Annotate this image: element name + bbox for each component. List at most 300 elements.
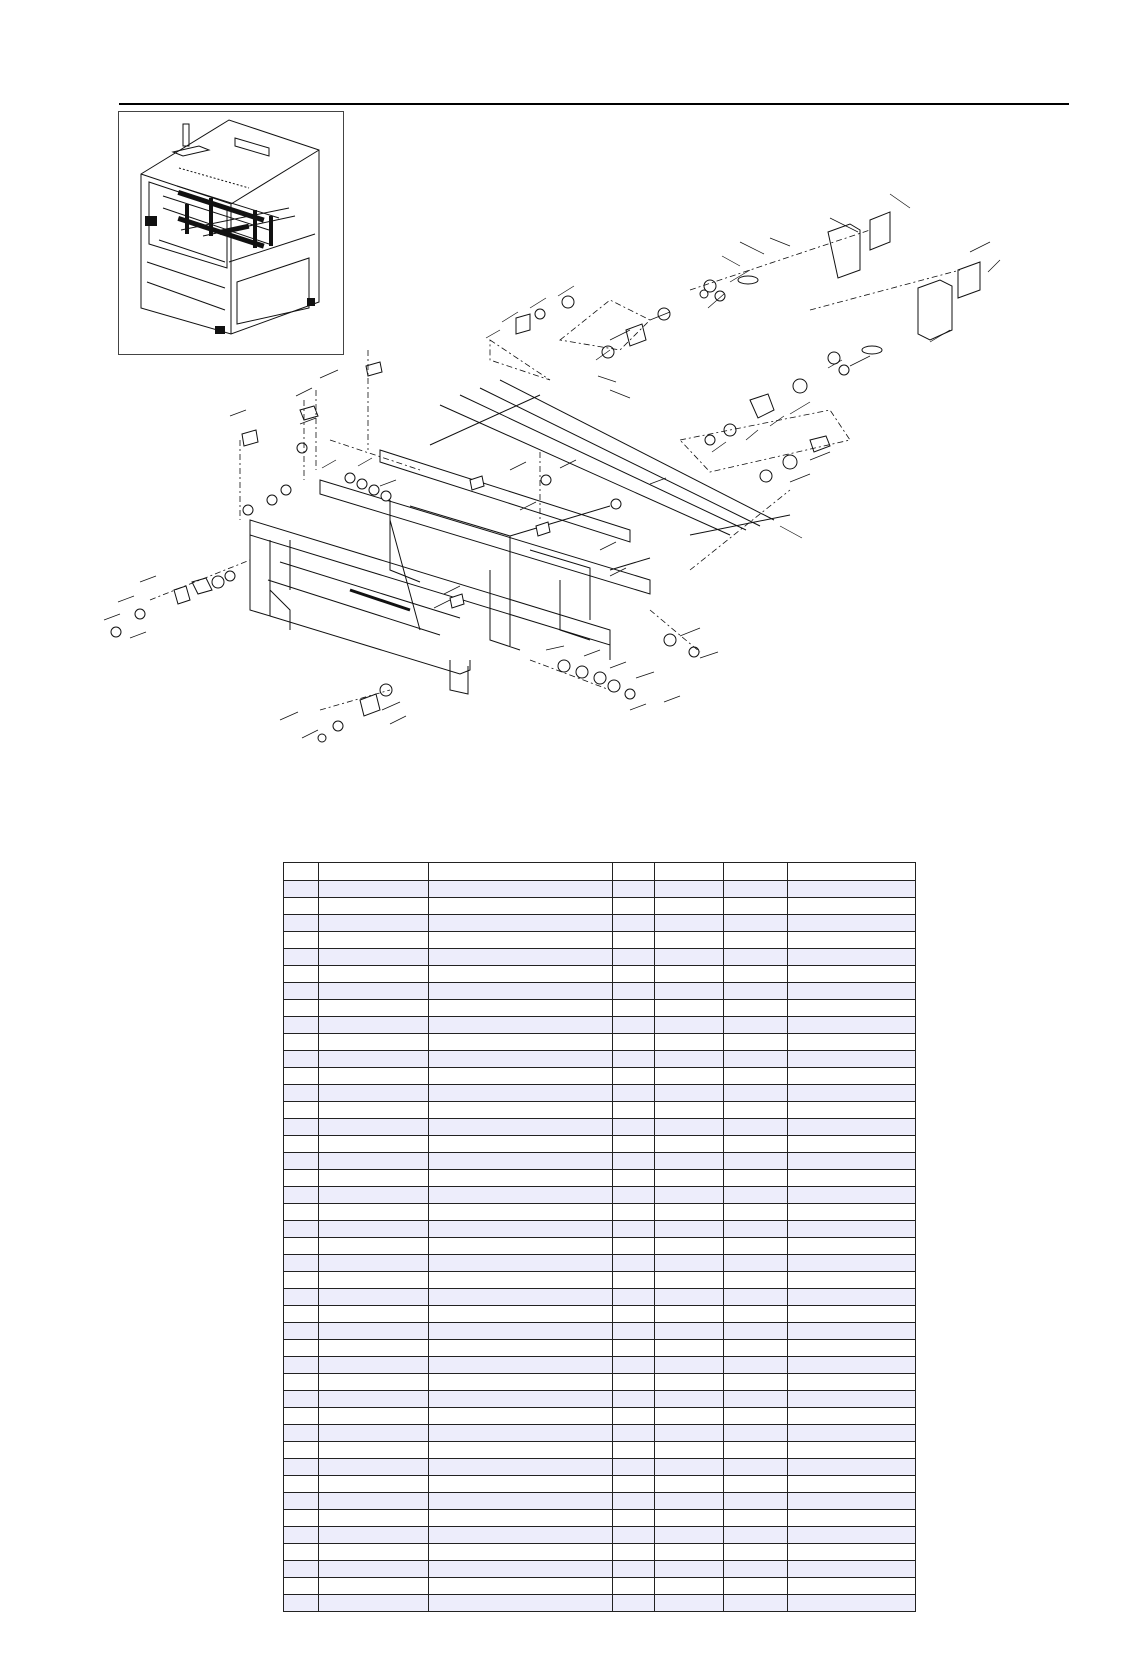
- table-cell: [319, 1187, 429, 1204]
- table-cell: [613, 1527, 655, 1544]
- table-cell: [655, 1272, 724, 1289]
- table-cell: [655, 1000, 724, 1017]
- callout-leader-line: [302, 730, 318, 738]
- table-cell: [429, 1357, 613, 1374]
- table-cell: [319, 1289, 429, 1306]
- callout-leader-line: [510, 462, 526, 470]
- table-cell: [613, 881, 655, 898]
- table-cell: [724, 1085, 788, 1102]
- table-cell: [724, 1221, 788, 1238]
- table-cell: [284, 863, 319, 881]
- table-cell: [788, 863, 916, 881]
- table-cell: [788, 966, 916, 983]
- callout-leader-line: [296, 388, 312, 396]
- table-cell: [724, 1034, 788, 1051]
- table-row: [284, 1425, 916, 1442]
- table-cell: [319, 1000, 429, 1017]
- table-cell: [284, 1357, 319, 1374]
- table-cell: [724, 1170, 788, 1187]
- table-cell: [284, 1034, 319, 1051]
- table-cell: [319, 1374, 429, 1391]
- table-cell: [319, 1255, 429, 1272]
- table-cell: [613, 1153, 655, 1170]
- table-cell: [655, 1153, 724, 1170]
- table-cell: [319, 1459, 429, 1476]
- table-cell: [284, 1136, 319, 1153]
- table-row: [284, 1493, 916, 1510]
- table-cell: [613, 1493, 655, 1510]
- table-cell: [724, 1238, 788, 1255]
- table-row: [284, 1595, 916, 1612]
- table-row: [284, 1170, 916, 1187]
- table-row: [284, 1306, 916, 1323]
- table-cell: [655, 983, 724, 1000]
- table-cell: [788, 1374, 916, 1391]
- table-cell: [284, 1238, 319, 1255]
- table-cell: [284, 1170, 319, 1187]
- table-cell: [319, 1595, 429, 1612]
- table-cell: [655, 1391, 724, 1408]
- table-cell: [284, 1068, 319, 1085]
- table-cell: [724, 1017, 788, 1034]
- table-cell: [788, 949, 916, 966]
- exploded-assembly-diagram: [90, 190, 1080, 810]
- table-cell: [613, 1085, 655, 1102]
- table-cell: [319, 863, 429, 881]
- table-cell: [655, 1510, 724, 1527]
- table-cell: [788, 1510, 916, 1527]
- table-cell: [724, 1408, 788, 1425]
- table-row: [284, 1289, 916, 1306]
- table-cell: [613, 949, 655, 966]
- table-cell: [655, 898, 724, 915]
- table-cell: [429, 1204, 613, 1221]
- table-cell: [613, 1000, 655, 1017]
- table-row: [284, 915, 916, 932]
- table-cell: [284, 1425, 319, 1442]
- table-cell: [613, 1340, 655, 1357]
- table-cell: [655, 1102, 724, 1119]
- table-cell: [724, 1272, 788, 1289]
- table-cell: [724, 1459, 788, 1476]
- table-cell: [724, 1527, 788, 1544]
- table-cell: [429, 863, 613, 881]
- table-cell: [788, 1170, 916, 1187]
- table-cell: [655, 1255, 724, 1272]
- table-cell: [319, 1085, 429, 1102]
- table-cell: [429, 1510, 613, 1527]
- callout-leader-line: [650, 478, 666, 484]
- table-cell: [284, 1561, 319, 1578]
- table-cell: [788, 1323, 916, 1340]
- table-cell: [429, 1102, 613, 1119]
- table-row: [284, 1017, 916, 1034]
- table-cell: [788, 1408, 916, 1425]
- table-cell: [284, 1153, 319, 1170]
- table-cell: [319, 898, 429, 915]
- table-cell: [613, 1544, 655, 1561]
- table-cell: [284, 1391, 319, 1408]
- table-cell: [788, 1272, 916, 1289]
- table-cell: [319, 1051, 429, 1068]
- table-cell: [613, 1306, 655, 1323]
- callout-leader-line: [600, 542, 616, 550]
- callout-leader-line: [746, 430, 758, 440]
- table-cell: [613, 1221, 655, 1238]
- table-cell: [655, 1527, 724, 1544]
- table-cell: [655, 1442, 724, 1459]
- table-cell: [319, 1544, 429, 1561]
- table-cell: [655, 1034, 724, 1051]
- table-row: [284, 983, 916, 1000]
- table-cell: [284, 1119, 319, 1136]
- table-cell: [724, 1289, 788, 1306]
- table-row: [284, 1000, 916, 1017]
- table-cell: [319, 1204, 429, 1221]
- table-cell: [319, 1272, 429, 1289]
- table-cell: [788, 915, 916, 932]
- table-cell: [284, 1187, 319, 1204]
- table-row: [284, 1561, 916, 1578]
- table-cell: [655, 1085, 724, 1102]
- table-row: [284, 1578, 916, 1595]
- table-cell: [284, 1204, 319, 1221]
- table-cell: [788, 1153, 916, 1170]
- table-cell: [724, 1391, 788, 1408]
- table-cell: [788, 932, 916, 949]
- table-cell: [788, 1051, 916, 1068]
- callout-leader-line: [546, 646, 564, 650]
- table-cell: [655, 1068, 724, 1085]
- table-cell: [788, 1289, 916, 1306]
- table-cell: [613, 1017, 655, 1034]
- table-cell: [319, 1102, 429, 1119]
- table-cell: [429, 1544, 613, 1561]
- table-cell: [319, 915, 429, 932]
- table-row: [284, 1238, 916, 1255]
- table-cell: [724, 1425, 788, 1442]
- callout-leader-line: [130, 632, 146, 638]
- table-cell: [429, 881, 613, 898]
- table-cell: [655, 932, 724, 949]
- table-cell: [429, 949, 613, 966]
- table-cell: [788, 1476, 916, 1493]
- table-cell: [788, 1425, 916, 1442]
- table-cell: [655, 1136, 724, 1153]
- table-cell: [319, 1221, 429, 1238]
- table-row: [284, 1510, 916, 1527]
- table-cell: [613, 1391, 655, 1408]
- table-row: [284, 1187, 916, 1204]
- table-row: [284, 1272, 916, 1289]
- header-rule: [119, 103, 1069, 105]
- table-cell: [284, 1017, 319, 1034]
- table-cell: [655, 1221, 724, 1238]
- table-cell: [284, 1323, 319, 1340]
- table-cell: [429, 1459, 613, 1476]
- table-cell: [429, 915, 613, 932]
- table-cell: [319, 1561, 429, 1578]
- table-cell: [613, 915, 655, 932]
- table-cell: [724, 1204, 788, 1221]
- table-row: [284, 966, 916, 983]
- table-cell: [284, 1289, 319, 1306]
- table-cell: [284, 1510, 319, 1527]
- callout-leader-line: [636, 672, 654, 678]
- table-cell: [724, 1306, 788, 1323]
- table-cell: [284, 1544, 319, 1561]
- table-row: [284, 1119, 916, 1136]
- table-cell: [724, 915, 788, 932]
- table-cell: [613, 1255, 655, 1272]
- table-cell: [284, 1221, 319, 1238]
- callout-leader-line: [664, 696, 680, 702]
- table-cell: [429, 1000, 613, 1017]
- table-cell: [613, 1408, 655, 1425]
- table-cell: [613, 1170, 655, 1187]
- table-cell: [429, 1170, 613, 1187]
- table-cell: [429, 1119, 613, 1136]
- table-cell: [284, 898, 319, 915]
- table-cell: [284, 1442, 319, 1459]
- table-cell: [319, 1017, 429, 1034]
- table-row: [284, 863, 916, 881]
- table-row: [284, 1476, 916, 1493]
- callout-leader-line: [380, 480, 396, 486]
- table-cell: [613, 1476, 655, 1493]
- table-cell: [284, 1306, 319, 1323]
- table-cell: [284, 983, 319, 1000]
- table-row: [284, 881, 916, 898]
- table-cell: [429, 1595, 613, 1612]
- table-row: [284, 1374, 916, 1391]
- table-cell: [613, 966, 655, 983]
- table-cell: [429, 1425, 613, 1442]
- table-cell: [284, 1595, 319, 1612]
- callout-leader-line: [444, 586, 460, 594]
- table-cell: [724, 932, 788, 949]
- table-cell: [284, 1493, 319, 1510]
- table-cell: [613, 1561, 655, 1578]
- table-cell: [655, 863, 724, 881]
- table-cell: [284, 1408, 319, 1425]
- table-cell: [655, 1306, 724, 1323]
- table-cell: [788, 898, 916, 915]
- callout-leader-line: [358, 458, 372, 466]
- table-cell: [429, 1068, 613, 1085]
- table-cell: [319, 1391, 429, 1408]
- table-cell: [319, 1153, 429, 1170]
- table-cell: [429, 1374, 613, 1391]
- table-cell: [284, 1374, 319, 1391]
- table-cell: [655, 1051, 724, 1068]
- table-cell: [284, 1340, 319, 1357]
- table-cell: [613, 1289, 655, 1306]
- table-cell: [429, 1136, 613, 1153]
- callout-leader-line: [610, 662, 626, 668]
- table-cell: [724, 1442, 788, 1459]
- table-cell: [655, 1459, 724, 1476]
- table-cell: [655, 1476, 724, 1493]
- table-cell: [724, 983, 788, 1000]
- table-cell: [429, 1255, 613, 1272]
- table-cell: [788, 1238, 916, 1255]
- table-cell: [319, 1578, 429, 1595]
- table-cell: [655, 1493, 724, 1510]
- table-cell: [613, 1357, 655, 1374]
- table-cell: [613, 1119, 655, 1136]
- table-cell: [724, 1102, 788, 1119]
- table-cell: [788, 1493, 916, 1510]
- callout-leader-line: [320, 370, 338, 378]
- table-cell: [429, 1476, 613, 1493]
- table-cell: [429, 1272, 613, 1289]
- table-cell: [655, 1374, 724, 1391]
- table-cell: [429, 898, 613, 915]
- conveyor-assembly-exploded-view-icon: [90, 190, 1080, 810]
- table-cell: [724, 1187, 788, 1204]
- table-cell: [724, 1374, 788, 1391]
- table-cell: [429, 1085, 613, 1102]
- callout-leader-line: [790, 402, 810, 414]
- table-cell: [724, 1340, 788, 1357]
- table-cell: [724, 949, 788, 966]
- table-cell: [319, 1136, 429, 1153]
- table-row: [284, 1034, 916, 1051]
- table-cell: [724, 1493, 788, 1510]
- table-row: [284, 898, 916, 915]
- table-row: [284, 1153, 916, 1170]
- table-cell: [724, 1068, 788, 1085]
- table-cell: [655, 915, 724, 932]
- table-cell: [319, 1527, 429, 1544]
- parts-list-table: [283, 862, 916, 1612]
- table-cell: [788, 1119, 916, 1136]
- table-cell: [788, 1340, 916, 1357]
- table-cell: [319, 1510, 429, 1527]
- callout-leader-line: [558, 286, 574, 296]
- table-cell: [284, 1255, 319, 1272]
- callout-leader-line: [382, 702, 400, 710]
- table-cell: [429, 1527, 613, 1544]
- table-cell: [724, 881, 788, 898]
- table-row: [284, 1459, 916, 1476]
- callout-leader-line: [322, 460, 336, 468]
- table-cell: [788, 1187, 916, 1204]
- table-cell: [613, 1272, 655, 1289]
- table-cell: [613, 1442, 655, 1459]
- table-cell: [429, 1391, 613, 1408]
- table-cell: [613, 898, 655, 915]
- table-cell: [655, 966, 724, 983]
- table-cell: [319, 1323, 429, 1340]
- table-cell: [655, 1204, 724, 1221]
- table-cell: [724, 1153, 788, 1170]
- callout-leader-line: [790, 474, 810, 482]
- callout-leader-line: [890, 194, 910, 208]
- table-row: [284, 1527, 916, 1544]
- table-cell: [788, 983, 916, 1000]
- table-cell: [429, 1323, 613, 1340]
- callout-leader-line: [230, 410, 246, 416]
- table-cell: [655, 1289, 724, 1306]
- callout-leader-line: [520, 502, 536, 510]
- table-cell: [724, 1595, 788, 1612]
- table-cell: [788, 1561, 916, 1578]
- table-cell: [655, 1238, 724, 1255]
- callout-leader-line: [810, 452, 830, 460]
- table-cell: [319, 1068, 429, 1085]
- table-cell: [724, 1357, 788, 1374]
- table-row: [284, 1136, 916, 1153]
- table-row: [284, 1544, 916, 1561]
- table-cell: [613, 1459, 655, 1476]
- table-cell: [319, 1340, 429, 1357]
- table-cell: [319, 1238, 429, 1255]
- table-cell: [788, 1034, 916, 1051]
- table-cell: [319, 1493, 429, 1510]
- table-cell: [319, 1119, 429, 1136]
- callout-leader-line: [680, 628, 700, 636]
- table-cell: [724, 1000, 788, 1017]
- table-cell: [284, 1527, 319, 1544]
- table-cell: [429, 983, 613, 1000]
- table-cell: [724, 1510, 788, 1527]
- table-row: [284, 1204, 916, 1221]
- table-cell: [613, 1187, 655, 1204]
- table-cell: [724, 1119, 788, 1136]
- table-row: [284, 1442, 916, 1459]
- table-row: [284, 1408, 916, 1425]
- callout-leader-line: [584, 650, 600, 656]
- table-cell: [788, 1136, 916, 1153]
- table-cell: [724, 966, 788, 983]
- table-cell: [655, 1323, 724, 1340]
- callout-leader-line: [740, 242, 764, 254]
- table-cell: [319, 881, 429, 898]
- table-cell: [613, 932, 655, 949]
- table-cell: [319, 949, 429, 966]
- table-cell: [724, 1544, 788, 1561]
- table-row: [284, 1323, 916, 1340]
- table-cell: [284, 1102, 319, 1119]
- table-cell: [429, 1289, 613, 1306]
- callout-leader-line: [850, 356, 870, 366]
- table-cell: [284, 1459, 319, 1476]
- callout-leader-line: [434, 600, 450, 608]
- table-cell: [319, 1357, 429, 1374]
- table-cell: [655, 1340, 724, 1357]
- table-cell: [655, 1170, 724, 1187]
- table-row: [284, 1391, 916, 1408]
- table-row: [284, 1340, 916, 1357]
- table-cell: [429, 1561, 613, 1578]
- table-cell: [429, 1493, 613, 1510]
- table-cell: [724, 1136, 788, 1153]
- table-cell: [613, 1374, 655, 1391]
- table-row: [284, 1255, 916, 1272]
- table-cell: [284, 1476, 319, 1493]
- table-cell: [284, 1085, 319, 1102]
- table-cell: [284, 966, 319, 983]
- table-cell: [655, 881, 724, 898]
- table-cell: [655, 1561, 724, 1578]
- table-cell: [724, 863, 788, 881]
- callout-leader-line: [390, 716, 406, 724]
- table-cell: [788, 1255, 916, 1272]
- table-cell: [788, 1459, 916, 1476]
- table-cell: [429, 1238, 613, 1255]
